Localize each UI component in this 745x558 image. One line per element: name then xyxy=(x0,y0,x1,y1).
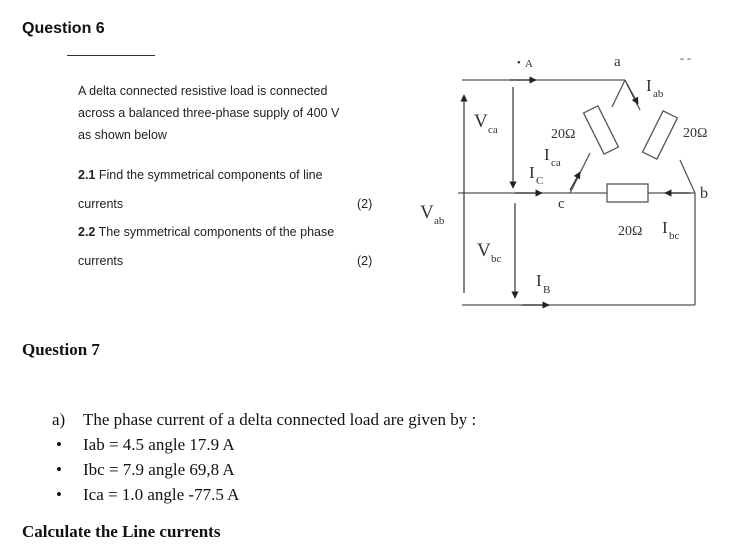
resistor-bc-label: 20Ω xyxy=(618,224,643,239)
I-ab-sub: ab xyxy=(653,88,664,100)
V-ab-sub: ab xyxy=(434,215,445,227)
I-ca-sub: ca xyxy=(551,157,561,169)
part-2-2-marks: (2) xyxy=(357,254,373,268)
bullet-icon: • xyxy=(56,460,62,479)
node-A-dot: • xyxy=(517,57,521,69)
intro-line-3: as shown below xyxy=(78,128,167,142)
instruction-calculate: Calculate the Line currents xyxy=(22,522,221,541)
bullet-item-Iab: Iab = 4.5 angle 17.9 A xyxy=(83,435,235,454)
part-a-text: The phase current of a delta connected load are given by : xyxy=(83,410,477,429)
part-2-1-line-2: currents xyxy=(78,197,124,211)
node-c-label: c xyxy=(558,196,565,212)
V-ca-main: V xyxy=(474,111,488,132)
I-C-main: I xyxy=(529,163,535,182)
resistor-ca xyxy=(584,106,619,154)
part-2-1-number: 2.1 xyxy=(78,168,96,182)
resistor-ab xyxy=(643,111,678,159)
V-ca-sub: ca xyxy=(488,124,498,136)
I-B-sub: B xyxy=(543,284,551,296)
question-7-title: Question 7 xyxy=(22,340,100,359)
part-2-2-line-2: currents xyxy=(78,254,124,268)
node-A-label: A xyxy=(525,58,533,70)
bullet-item-Ibc: Ibc = 7.9 angle 69,8 A xyxy=(83,460,235,479)
part-2-2-number: 2.2 xyxy=(78,225,96,239)
I-bc-main: I xyxy=(662,218,668,237)
I-bc-sub: bc xyxy=(669,230,680,242)
part-2-1-text: Find the symmetrical components of line xyxy=(98,168,323,182)
node-b-label: b xyxy=(700,185,708,202)
resistor-ca-label: 20Ω xyxy=(551,127,576,142)
bullet-icon: • xyxy=(56,435,62,454)
resistor-bc xyxy=(607,184,648,202)
V-ab-main: V xyxy=(420,202,434,223)
dash-mark: - - xyxy=(680,51,691,65)
bullet-item-Ica: Ica = 1.0 angle -77.5 A xyxy=(83,485,240,504)
resistor-ab-label: 20Ω xyxy=(683,126,708,141)
part-2-2-text: The symmetrical components of the phase xyxy=(98,225,335,239)
bullet-icon: • xyxy=(56,485,62,504)
intro-line-1: A delta connected resistive load is connected xyxy=(78,84,328,98)
node-a-label: a xyxy=(614,54,621,70)
question-6-title: Question 6 xyxy=(22,20,105,37)
I-ca-main: I xyxy=(544,145,550,164)
V-bc-main: V xyxy=(477,240,491,261)
part-a-label: a) xyxy=(52,410,66,429)
V-bc-sub: bc xyxy=(491,253,502,265)
I-B-main: I xyxy=(536,271,542,290)
intro-line-2: across a balanced three-phase supply of 400 V xyxy=(78,106,340,120)
I-C-sub: C xyxy=(536,175,544,187)
part-2-1-marks: (2) xyxy=(357,197,373,211)
I-ab-main: I xyxy=(646,76,652,95)
